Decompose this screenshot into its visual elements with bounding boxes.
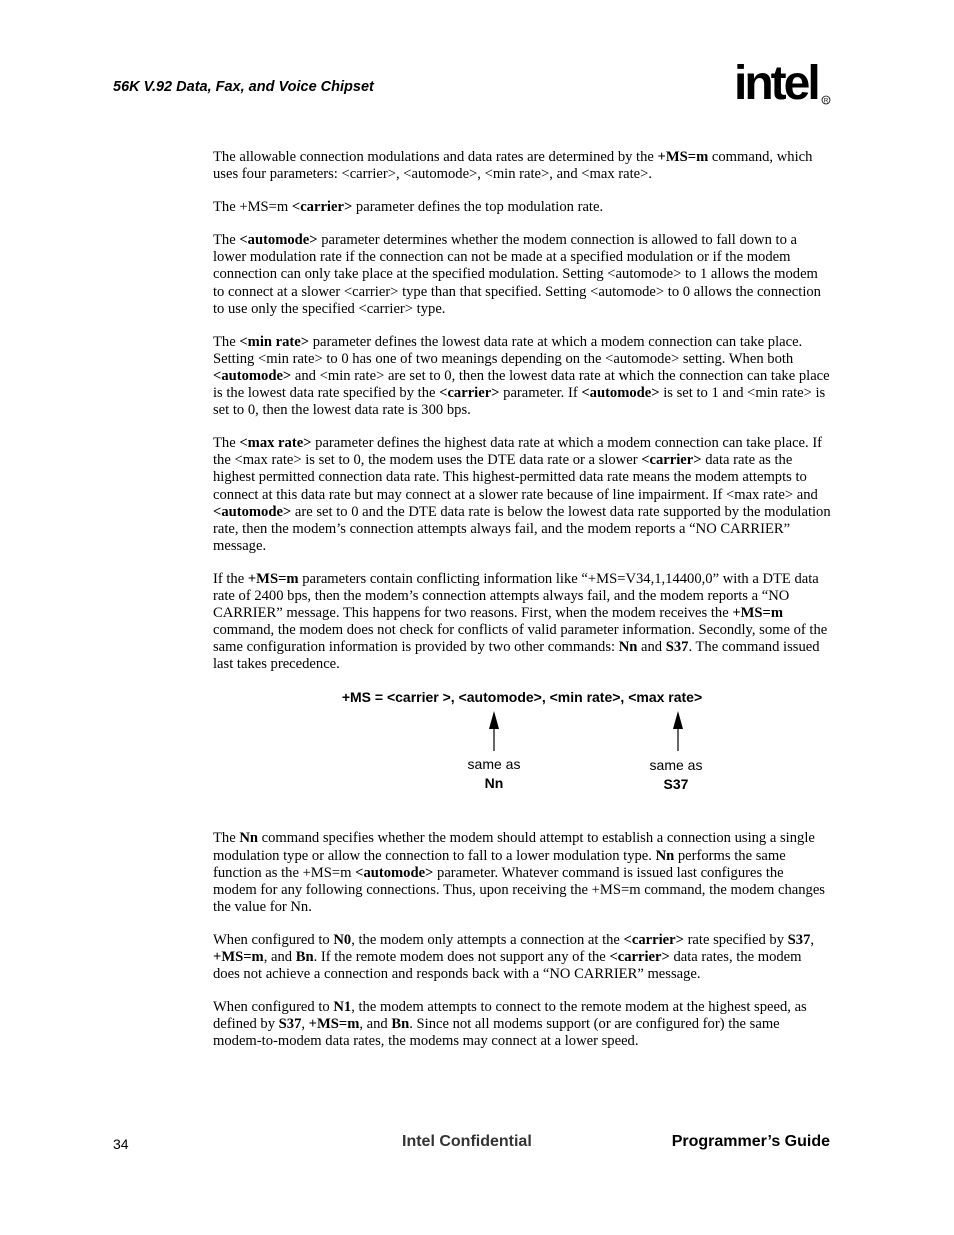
bold-term: <max rate>	[239, 435, 312, 452]
bold-term: <min rate>	[239, 333, 310, 350]
bold-term: S37	[787, 931, 811, 948]
diagram-arrows	[213, 689, 831, 819]
bold-term: Nn	[655, 847, 675, 864]
footer-guide-title: Programmer’s Guide	[671, 1133, 830, 1150]
text-run: and	[637, 639, 666, 656]
bold-term: <automode>	[213, 503, 292, 520]
text-run: The	[213, 830, 240, 847]
body-text-after-diagram	[213, 830, 831, 1050]
text-run: is set to 1 and <min rate> is set to 0, then the lowest data rate is 300 bps.	[213, 385, 826, 419]
text-run: command, the modem does not check for conflicts of valid parameter information. Secondly, some of the same configuration information is provided by two other commands:	[213, 622, 828, 656]
text-run: parameter defines the lowest data rate at which a modem connection can take place. Setting <min rate> to 0 has one of two meanings depending on the <automode> setting. When both	[213, 333, 803, 367]
text-run: parameter determines whether the modem connection is allowed to fall down to a lower modulation rate if the connection can not be made at a specified modulation or if the modem connection can only take place at the specified modulation. Setting <automode> to 1 allows the modem to connect at a slower <carrier> type than that specified. Setting <automode> to 0 allows the connection to use only the specified <carrier> type.	[213, 232, 821, 317]
callout-label: same as	[649, 757, 703, 774]
text-run: data rate as the highest permitted connection data rate. This highest-permitted data rate means the modem attempts to connect at this data rate but may connect at a slower rate because of line impairment. If <max rate> and	[213, 452, 818, 503]
callout-command: Nn	[484, 775, 504, 792]
text-run: data rates, the modem does not achieve a connection and responds back with a “NO CARRIER” message.	[213, 949, 802, 983]
bold-term: <automode>	[213, 367, 292, 384]
bold-term: Nn	[239, 830, 258, 847]
text-run: , and	[263, 949, 296, 965]
bold-term: <automode>	[355, 864, 434, 881]
text-run: The	[213, 333, 240, 350]
intel-logo-text: intel	[734, 57, 818, 110]
text-run: parameter defines the top modulation rate.	[352, 199, 604, 216]
body-paragraph	[213, 199, 831, 216]
bold-term: +MS=m	[213, 949, 264, 965]
text-run: If the	[213, 570, 248, 587]
bold-term: <carrier>	[609, 949, 670, 965]
page-number: 34	[113, 1136, 129, 1152]
text-run: ,	[810, 931, 815, 948]
bold-term: <carrier>	[623, 931, 684, 948]
text-run: and <min rate> are set to 0, then the lowest data rate at which the connection can take place is the lowest data rate specified by the	[213, 367, 830, 402]
body-paragraph	[213, 571, 831, 674]
text-run: parameter. If	[499, 385, 582, 402]
text-run: The +MS=m	[213, 199, 292, 216]
body-paragraph	[213, 830, 831, 915]
bold-term: Nn	[618, 639, 638, 656]
body-paragraph	[213, 334, 831, 419]
callout-same-as-nn	[434, 755, 554, 793]
text-run: When configured to	[213, 999, 334, 1016]
text-run: . If the remote modem does not support any of the	[313, 949, 610, 965]
text-run: , the modem only attempts a connection at the	[351, 931, 624, 948]
text-run: command specifies whether the modem should attempt to establish a connection using a single modulation type or allow the connection to fall to a lower modulation type.	[213, 830, 815, 864]
bold-term: +MS=m	[657, 149, 709, 165]
bold-term: N1	[333, 999, 352, 1016]
bold-term: S37	[665, 639, 689, 656]
body-paragraph	[213, 999, 831, 1050]
ms-command-diagram	[213, 689, 831, 819]
bold-term: Bn	[295, 949, 314, 965]
footer-confidential: Intel Confidential	[402, 1133, 532, 1150]
arrow-head-up-icon	[673, 711, 683, 729]
bold-term: +MS=m	[247, 570, 299, 587]
text-run: . The command issued last takes precedence.	[213, 639, 820, 673]
text-run: The	[213, 232, 240, 249]
document-header-title: 56K V.92 Data, Fax, and Voice Chipset	[113, 79, 374, 95]
arrow-head-up-icon	[489, 711, 499, 729]
callout-same-as-s37	[616, 756, 736, 794]
bold-term: <carrier>	[439, 385, 500, 402]
text-run: , the modem attempts to connect to the remote modem at the highest speed, as defined by	[213, 999, 807, 1033]
bold-term: <carrier>	[291, 199, 353, 216]
body-text-before-diagram	[213, 149, 831, 673]
text-run: ,	[301, 1016, 309, 1033]
bold-term: +MS=m	[308, 1016, 360, 1033]
body-paragraph	[213, 435, 831, 555]
bold-term: S37	[278, 1016, 302, 1033]
bold-term: <automode>	[239, 232, 318, 249]
text-run: performs the same function as the +MS=m	[213, 847, 786, 881]
body-paragraph	[213, 932, 831, 983]
bold-term: Bn	[391, 1016, 410, 1033]
text-run: command, which uses four parameters: <carrier>, <automode>, <min rate>, and <max rate>.	[213, 149, 813, 183]
bold-term: <automode>	[581, 385, 660, 402]
page-content	[213, 149, 831, 1066]
body-paragraph	[213, 232, 831, 317]
text-run: parameters contain conflicting information like “+MS=V34,1,14400,0” with a DTE data rate of 2400 bps, then the modem’s connection attempts always fail, and the modem reports a “NO CARRIER” message. This happens for two reasons. First, when the modem receives the	[213, 570, 819, 622]
text-run: parameter. Whatever command is issued last configures the modem for any following connections. Thus, upon receiving the +MS=m command, the modem changes the value for Nn.	[213, 864, 825, 915]
text-run: are set to 0 and the DTE data rate is below the lowest data rate supported by the modulation rate, then the modem’s connection attempts always fail, and the modem reports a “NO CARRIER” message.	[213, 503, 831, 554]
text-run: The	[213, 435, 240, 452]
registered-mark-letter: R	[823, 98, 829, 105]
text-run: parameter defines the highest data rate at which a modem connection can take place. If the <max rate> is set to 0, the modem uses the DTE data rate or a slower	[213, 435, 823, 469]
callout-command: S37	[663, 776, 689, 793]
text-run: , and	[359, 1016, 392, 1033]
intel-logo	[734, 56, 834, 116]
bold-term: +MS=m	[732, 605, 784, 622]
ms-command-syntax: +MS = <carrier >, <automode>, <min rate>, <max rate>	[341, 689, 703, 706]
text-run: The allowable connection modulations and data rates are determined by the	[213, 149, 658, 165]
text-run: rate specified by	[683, 931, 788, 948]
bold-term: N0	[333, 931, 352, 948]
callout-label: same as	[467, 756, 521, 773]
text-run: When configured to	[213, 931, 334, 948]
body-paragraph	[213, 149, 831, 183]
text-run: . Since not all modems support (or are configured for) the same modem-to-modem data rates, the modems may connect at a lower speed.	[213, 1016, 780, 1050]
bold-term: <carrier>	[641, 452, 702, 469]
